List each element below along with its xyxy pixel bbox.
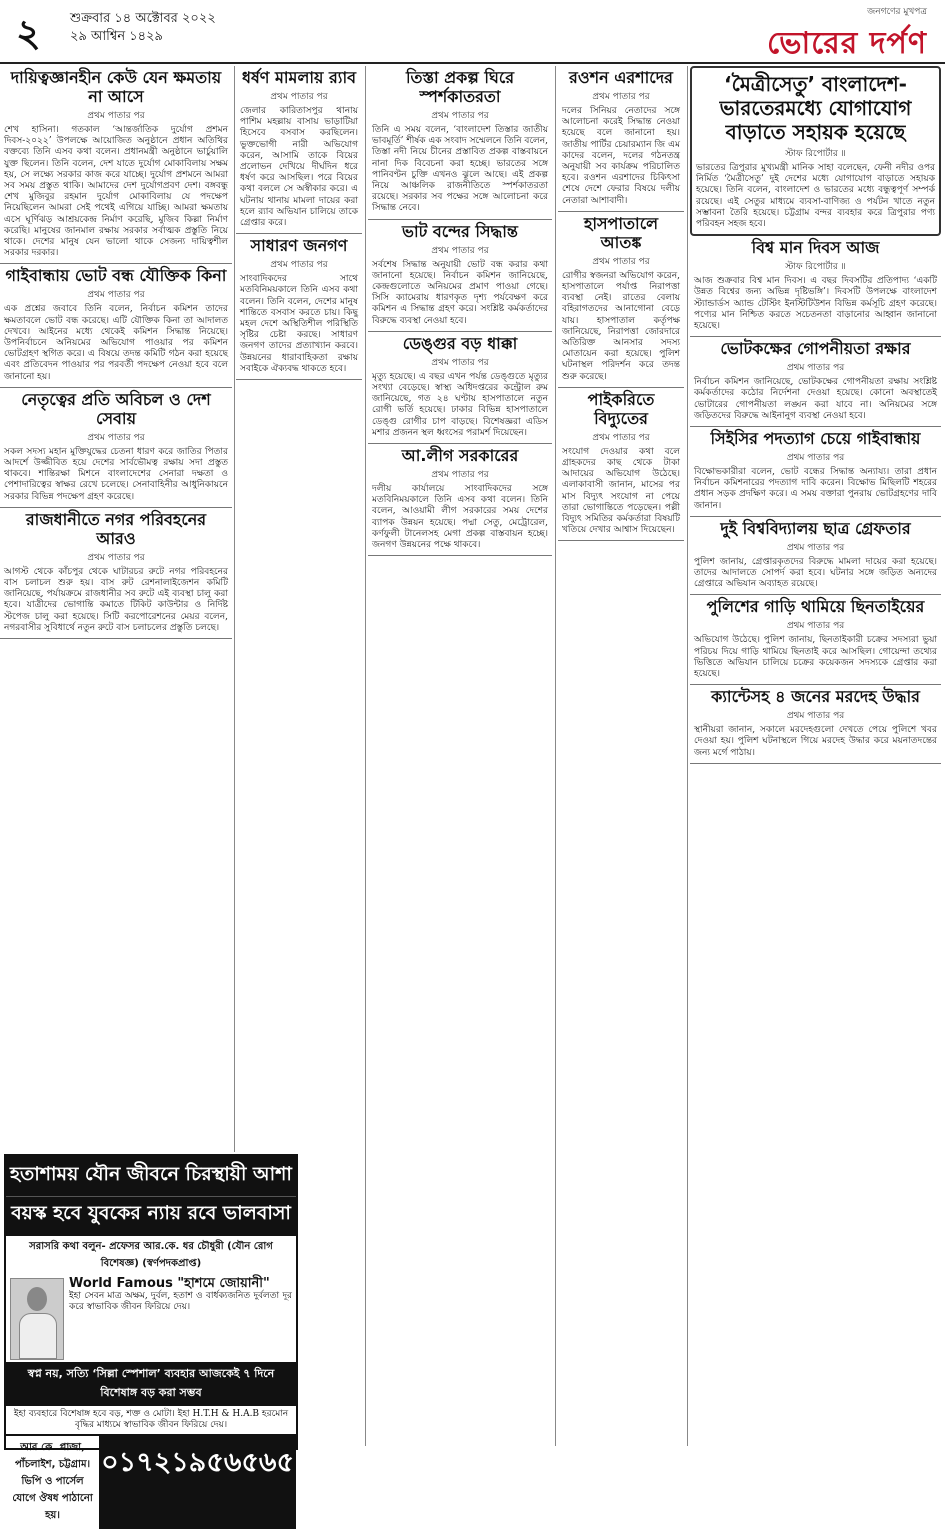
article-continuation: প্রথম পাতার পর [592, 92, 650, 102]
article [236, 66, 362, 234]
article-body: তিনি এ সময় বলেন, ‘বাংলাদেশ তিস্তার জাতীয় ভাবমূর্তি’ শীর্ষক এক সংবাদ সম্মেলনে তিনি বলেন, তিস্তা নদী নিয়ে চীনের প্রস্তাবিত প্রকল্প বাস্তবায়নে নানা দিক বিবেচনা করা হচ্ছে। ভারতের সঙ্গে পানিবণ্টন চুক্তি এখনও ঝুলে আছে। এই প্রকল্প নিয়ে আঞ্চলিক রাজনীতিতে স্পর্শকাতরতা রয়েছে। সরকার সব পক্ষের সঙ্গে আলোচনা করে সিদ্ধান্ত নেবে। [372, 125, 548, 214]
ad-body [64, 1278, 292, 1360]
masthead-logo: ভোরের দর্পণ [767, 26, 927, 61]
article-continuation: প্রথম পাতার পর [270, 260, 328, 271]
article-continuation: প্রথম পাতার পর [431, 245, 489, 256]
article [368, 332, 552, 444]
article [690, 427, 941, 517]
column-5 [690, 66, 941, 1446]
ad-product-text: ইহা সেবন মাত্র অক্ষম, দুর্বল, হতাশ ও বার্ধক্যজনিত দুর্বলতা দূর করে স্বাভাবিক জীবন ফিরিয়ে দেয়। [69, 1291, 292, 1312]
article-continuation: প্রথম পাতার পর [431, 470, 489, 481]
article-headline: রাজধানীতে নগর পরিবহনের আরও [25, 509, 207, 548]
article-continuation: প্রথম পাতার পর [87, 432, 145, 443]
ad-product: World Famous "হাশমে জোয়ানী" [69, 1276, 270, 1291]
article-headline: নেতৃত্বের প্রতি অবিচল ও দেশ সেবায় [21, 389, 211, 428]
article-continuation: প্রথম পাতার পর [270, 92, 328, 102]
article-body: সর্বশেষ সিদ্ধান্ত অনুযায়ী ভোট বন্ধ করার কথা জানানো হয়েছে। নির্বাচন কমিশন জানিয়েছে, কেন্দ্রগুলোতে অনিয়মের প্রমাণ পাওয়া গেছে। সিসি ক্যামেরায় ধারণকৃত দৃশ্য পর্যবেক্ষণ করে কমিশন এ সিদ্ধান্ত গ্রহণ করে। সংশ্লিষ্ট কর্মকর্তাদের বিরুদ্ধে ব্যবস্থা নেওয়া হবে। [372, 259, 548, 326]
article [690, 66, 941, 236]
article-continuation: প্রথম পাতার পর [87, 552, 145, 563]
article-continuation: প্রথম পাতার পর [786, 363, 845, 374]
article [690, 595, 941, 685]
article-headline: দুই বিশ্ববিদ্যালয় ছাত্র গ্রেফতার [720, 518, 911, 538]
article-body: দলীয় কার্যালয়ে সাংবাদিকদের সঙ্গে মতবিনিময়কালে তিনি এসব কথা বলেন। তিনি বলেন, আওয়ামী লীগ সরকারের সময় দেশের ব্যাপক উন্নয়ন হয়েছে। পদ্মা সেতু, মেট্রোরেল, কর্ণফুলী টানেলসহ মেগা প্রকল্প বাস্তবায়ন হচ্ছে। জনগণ উন্নয়নের পক্ষে থাকবে। [372, 484, 548, 551]
article-headline: গাইবান্ধায় ভোট বন্ধ যৌক্তিক কিনা [5, 266, 227, 286]
article-headline: সাধারণ জনগণ [250, 236, 348, 256]
article [368, 220, 552, 332]
article [558, 66, 684, 212]
article-continuation: প্রথম পাতার পর [786, 621, 845, 632]
article [558, 388, 684, 542]
masthead-tagline: জনগণের মুখপত্র [867, 7, 927, 17]
ad-phone: ০১৭২১৯৫৬৫৬৫ [99, 1436, 296, 1529]
article-body: ভারতের ত্রিপুরার মুখ্যমন্ত্রী মানিক সাহা বলেছেন, ফেনী নদীর ওপর নির্মিত ‘মৈত্রীসেতু’ দুই দেশের মধ্যে যোগাযোগ বাড়াতে সহায়ক হয়েছে। তিনি বলেন, বাংলাদেশ ও ভারতের মধ্যে বন্ধুত্বপূর্ণ সম্পর্ক রয়েছে। এই সেতুর মাধ্যমে ব্যবসা-বাণিজ্য ও পর্যটন খাতে নতুন সম্ভাবনা তৈরি হয়েছে। চট্টগ্রাম বন্দর ব্যবহার করে ত্রিপুরার পণ্য পরিবহন সহজ হবে। [696, 163, 935, 230]
article [558, 212, 684, 388]
article-continuation: প্রথম পাতার পর [592, 256, 650, 267]
article-continuation: প্রথম পাতার পর [592, 432, 650, 443]
ad-headline-2: বয়স্ক হবে যুবকের ন্যায় রবে ভালবাসা [6, 1196, 296, 1236]
column-2 [236, 66, 362, 1152]
article [0, 264, 232, 387]
ad-address: আর.কে. প্লাজা, পাঁচলাইশ, চট্টগ্রাম। ভিপি ও পার্সেল যোগে ঔষধ পাঠানো হয়। [12, 1442, 93, 1521]
article [0, 66, 232, 264]
article-continuation: প্রথম পাতার পর [786, 542, 845, 553]
article-headline: তিস্তা প্রকল্প ঘিরে স্পর্শকাতরতা [405, 68, 515, 106]
article-headline: পাইকরিতে বিদ্যুতের [587, 389, 655, 428]
article-continuation: স্টাফ রিপোর্টার ॥ [785, 262, 846, 273]
article-headline: ধর্ষণ মামলায় র‍্যাব [242, 68, 356, 87]
page-header [0, 0, 945, 64]
column-1 [0, 66, 232, 1152]
article-body: বিক্ষোভকারীরা বলেন, ভোট বন্ধের সিদ্ধান্ত অন্যায্য। তারা প্রধান নির্বাচন কমিশনারের পদত্যাগ দাবি করেন। বিক্ষোভ মিছিলটি শহরের প্রধান সড়ক প্রদক্ষিণ করে। এ সময় বক্তারা পুনরায় ভোটগ্রহণের দাবি জানান। [694, 467, 937, 511]
ad-desc: ইহা ব্যবহারে বিশেষাঙ্গ হবে বড়, শক্ত ও মোটা। ইহা H.T.H & H.A.B হরমোন বৃদ্ধির মাধ্যমে স্বাভাবিক জীবন ফিরিয়ে দেয়। [13, 1409, 289, 1430]
article-headline: ডেঙ্গুর বড় ধাক্কা [402, 333, 518, 353]
doctor-photo-icon [10, 1278, 64, 1360]
article-continuation: প্রথম পাতার পর [786, 711, 845, 722]
article-body: নির্বাচন কমিশন জানিয়েছে, ভোটকক্ষের গোপনীয়তা রক্ষায় সংশ্লিষ্ট কর্মকর্তাদের কঠোর নির্দেশনা দেওয়া হয়েছে। কোনো অবস্থাতেই ভোটারের গোপনীয়তা লঙ্ঘন করা যাবে না। অনিয়মের সঙ্গে জড়িতদের বিরুদ্ধে আইনানুগ ব্যবস্থা নেওয়া হবে। [694, 377, 937, 421]
article-headline: ক্যান্টেসহ ৪ জনের মরদেহ উদ্ধার [711, 687, 920, 707]
article-body: শেখ হাসিনা। গতকাল ‘আন্তর্জাতিক দুর্যোগ প্রশমন দিবস-২০২২’ উপলক্ষে আয়োজিত অনুষ্ঠানে প্রধান অতিথির বক্তব্যে তিনি এসব কথা বলেন। প্রধানমন্ত্রী অনুষ্ঠানে ভার্চুয়ালি যুক্ত ছিলেন। তিনি বলেন, দেশ যাতে দুর্যোগ মোকাবিলায় সক্ষম হয়, সে লক্ষ্যে সরকার কাজ করে যাচ্ছে। দুর্যোগ প্রশমনে আমরা সব সময় প্রস্তুত থাকি। আমাদের দেশ দুর্যোগপ্রবণ দেশ। বঙ্গবন্ধু শেখ মুজিবুর রহমান দুর্যোগ মোকাবিলায় যে পদক্ষেপ নিয়েছিলেন আমরা সেই পথেই এগিয়ে যাচ্ছি। আমরা ক্ষমতায় এসে ঘূর্ণিঝড় আশ্রয়কেন্দ্র নির্মাণ করেছি, মুজিব কিল্লা নির্মাণ করেছি। মানুষের জানমাল রক্ষায় সরকার সর্বাত্মক প্রস্তুতি নিয়ে থাকে। দেশের মানুষ যেন ভালো থাকে সেজন্য দায়িত্বশীল সরকার দরকার। [4, 125, 228, 259]
article-headline: ভাট বন্দের সিদ্ধান্ত [402, 221, 518, 241]
article-headline: বিশ্ব মান দিবস আজ [751, 238, 880, 258]
article-headline: দায়িত্বজ্ঞানহীন কেউ যেন ক্ষমতায় না আসে [10, 68, 222, 106]
article-headline: ‘মৈত্রীসেতু’ বাংলাদেশ-ভারতেরমধ্যে যোগাযোগ বাড়াতে সহায়ক হয়েছে [719, 72, 912, 144]
article-body: অভিযোগ উঠেছে। পুলিশ জানায়, ছিনতাইকারী চক্রের সদস্যরা ভুয়া পরিচয় দিয়ে গাড়ি থামিয়ে ছিনতাই করে আসছিল। গোয়েন্দা তথ্যের ভিত্তিতে অভিযান চালিয়ে চক্রের কয়েকজন সদস্যকে গ্রেপ্তার করা হয়েছে। [694, 635, 937, 680]
article-body: আজ শুক্রবার বিশ্ব মান দিবস। এ বছর দিবসটির প্রতিপাদ্য ‘একটি উন্নত বিশ্বের জন্য অভিন্ন দৃষ্টিভঙ্গি’। দিবসটি উপলক্ষে বাংলাদেশ স্ট্যান্ডার্ডস অ্যান্ড টেস্টিং ইনস্টিটিউশন বিভিন্ন কর্মসূচি গ্রহণ করেছে। পণ্যের মান নিশ্চিত করতে সচেতনতা বাড়ানোর আহ্বান জানানো হয়েছে। [694, 276, 937, 332]
article-body: সকল সদস্য মহান মুক্তিযুদ্ধের চেতনা ধারণ করে জাতির পিতার আদর্শে উজ্জীবিত হয়ে দেশের সার্বভৌমত্ব রক্ষায় সদা প্রস্তুত থাকবে। শান্তিরক্ষা মিশনে বাংলাদেশের সেনারা দক্ষতা ও পেশাদারিত্বের স্বাক্ষর রেখে চলেছে। সেনাবাহিনীর আধুনিকায়নে সরকার বিভিন্ন পদক্ষেপ গ্রহণ করেছে। [4, 446, 228, 502]
article-headline: আ.লীগ সরকারের [401, 446, 519, 466]
ad-headline-1: হতাশাময় যৌন জীবনে চিরস্থায়ী আশা [6, 1156, 296, 1196]
article-headline: রওশন এরশাদের [569, 68, 673, 87]
issue-date [70, 10, 216, 46]
article-continuation: স্টাফ রিপোর্টার ॥ [785, 149, 846, 159]
article [0, 388, 232, 508]
column-4 [558, 66, 684, 1446]
article-headline: হাসপাতালে আতঙ্ক [583, 213, 659, 252]
article-body: আগস্ট থেকে কাঁচপুর থেকে ঘাটারচর রুটে নগর পরিবহনের বাস চলাচল শুরু হয়। বাস রুট রেশনালাইজেশন কমিটি জানিয়েছে, পর্যায়ক্রমে রাজধানীর সব রুটে এই ব্যবস্থা চালু করা হবে। যাত্রীদের ভোগান্তি কমাতে টিকিট কাউন্টার ও নির্দিষ্ট স্টপেজ চালু করা হয়েছে। সিটি করপোরেশনের মেয়র বলেন, নগরবাসীর সুবিধার্থে নতুন রুটে বাস চলাচলের প্রস্তুতি চলছে। [4, 566, 228, 633]
article-body: সংযোগ দেওয়ার কথা বলে গ্রাহকদের কাছ থেকে টাকা আদায়ের অভিযোগ উঠেছে। এলাকাবাসী জানান, মাসের পর মাস বিদ্যুৎ সংযোগ না পেয়ে তারা ভোগান্তিতে পড়েছেন। পল্লী বিদ্যুৎ সমিতির কর্মকর্তারা বিষয়টি খতিয়ে দেখার আশ্বাস দিয়েছেন। [562, 446, 680, 536]
article [236, 234, 362, 380]
date-bangla: ২৯ আশ্বিন ১৪২৯ [70, 29, 163, 44]
article-headline: পুলিশের গাড়ি থামিয়ে ছিনতাইয়ের [706, 597, 925, 617]
article-body: মৃত্যু হয়েছে। এ বছর এখন পর্যন্ত ডেঙ্গুতে মৃত্যুর সংখ্যা বেড়েছে। স্বাস্থ্য অধিদপ্তরের কন্ট্রোল রুম জানিয়েছে, গত ২৪ ঘণ্টায় হাসপাতালে নতুন রোগী ভর্তি হয়েছে। ঢাকার বিভিন্ন হাসপাতালে ডেঙ্গু রোগীর চাপ বাড়ছে। বিশেষজ্ঞরা এডিস মশার প্রজনন স্থল ধ্বংসের পরামর্শ দিয়েছেন। [372, 371, 548, 438]
ad-doctor: সরাসরি কথা বলুন- প্রফেসর আর.কে. ধর চৌধুরী (যৌন রোগ বিশেষজ্ঞ) (স্বর্ণপদকপ্রাপ্ত) [29, 1241, 273, 1269]
article-body: সাংবাদিকদের সাথে মতবিনিময়কালে তিনি এসব কথা বলেন। তিনি বলেন, দেশের মানুষ শান্তিতে বসবাস করতে চায়। কিছু মহল দেশে অস্থিতিশীল পরিস্থিতি সৃষ্টির চেষ্টা করছে। সাধারণ জনগণ তাদের প্রত্যাখ্যান করবে। উন্নয়নের ধারাবাহিকতা রক্ষায় সবাইকে ঐক্যবদ্ধ থাকতে হবে। [240, 274, 358, 374]
date-gregorian: শুক্রবার ১৪ অক্টোবর ২০২২ [70, 11, 216, 26]
article-continuation: প্রথম পাতার পর [786, 453, 845, 464]
article [0, 508, 232, 639]
article-body: দলের সিনিয়র নেতাদের সঙ্গে আলোচনা করেই সিদ্ধান্ত নেওয়া হয়েছে বলে জানানো হয়। জাতীয় পার্টির চেয়ারম্যান জি এম কাদের বলেন, দলের গঠনতন্ত্র অনুযায়ী সব কার্যক্রম পরিচালিত হবে। রওশন এরশাদের চিকিৎসা শেষে দেশে ফেরার বিষয়ে দলীয় নেতারা আশাবাদী। [562, 106, 680, 206]
article [690, 337, 941, 427]
column-3 [368, 66, 552, 1446]
article-continuation: প্রথম পাতার পর [87, 290, 145, 301]
masthead [767, 4, 927, 70]
article-headline: ভোটকক্ষের গোপনীয়তা রক্ষার [720, 339, 911, 359]
article-body: পুলিশ জানায়, গ্রেপ্তারকৃতদের বিরুদ্ধে মামলা দায়ের করা হয়েছে। তাদের আদালতে সোপর্দ করা হবে। ঘটনার সঙ্গে জড়িত অন্যদের গ্রেপ্তারে অভিযান অব্যাহত রয়েছে। [694, 556, 937, 590]
article-body: এক প্রশ্নের জবাবে তিনি বলেন, নির্বাচন কমিশন তাদের ক্ষমতাবলে ভোট বন্ধ করেছে। এটি যৌক্তিক কিনা তা আদালত দেখবে। আইনের মধ্যে থেকেই কমিশন সিদ্ধান্ত নিয়েছে। উপনির্বাচনে অনিয়মের অভিযোগ পাওয়ার পর কমিশন ভোটগ্রহণ স্থগিত করে। এ বিষয়ে তদন্ত কমিটি গঠন করা হয়েছে এবং প্রতিবেদন পাওয়ার পর পরবর্তী পদক্ষেপ নেওয়া হবে বলে জানানো হয়। [4, 304, 228, 382]
ad-band: স্বপ্ন নয়, সত্যি ‘সিল্লা স্পেশাল’ ব্যবহার আজকেই ৭ দিনে বিশেষাঙ্গ বড় করা সম্ভব [6, 1362, 296, 1406]
article-headline: সিইসির পদত্যাগ চেয়ে গাইবান্ধায় [710, 429, 921, 449]
article-continuation: প্রথম পাতার পর [431, 111, 489, 121]
article [690, 236, 941, 337]
article-body: জেলার কারিতাসপুর থানায় পাশিম মহল্লায় বাসায় ভাড়াটিয়া হিসেবে বসবাস করছিলেন। ভুক্তভোগী নারী অভিযোগ করেন, আসামি তাকে বিয়ের প্রলোভন দেখিয়ে দীর্ঘদিন ধরে ধর্ষণ করে আসছিল। পরে বিয়ের কথা বললে সে অস্বীকার করে। এ ঘটনায় থানায় মামলা দায়ের করা হলে র‍্যাব অভিযান চালিয়ে তাকে গ্রেপ্তার করে। [240, 106, 358, 229]
page-number: ২ [16, 11, 41, 55]
article-body: রোগীর স্বজনরা অভিযোগ করেন, হাসপাতালে পর্যাপ্ত নিরাপত্তা ব্যবস্থা নেই। রাতের বেলায় বহিরাগতদের আনাগোনা বেড়ে যায়। হাসপাতাল কর্তৃপক্ষ জানিয়েছে, নিরাপত্তা জোরদারে অতিরিক্ত আনসার সদস্য মোতায়েন করা হয়েছে। পুলিশ ঘটনাস্থল পরিদর্শন করে তদন্ত শুরু করেছে। [562, 270, 680, 382]
article-body: স্থানীয়রা জানান, সকালে মরদেহগুলো দেখতে পেয়ে পুলিশে খবর দেওয়া হয়। পুলিশ ঘটনাস্থলে গিয়ে মরদেহ উদ্ধার করে ময়নাতদন্তের জন্য মর্গে পাঠায়। [694, 725, 937, 758]
article-continuation: প্রথম পাতার পর [87, 111, 145, 121]
article [368, 66, 552, 220]
classified-advertisement [4, 1154, 298, 1521]
article [690, 517, 941, 596]
article [690, 685, 941, 764]
article [368, 444, 552, 556]
article-continuation: প্রথম পাতার পর [431, 357, 489, 368]
